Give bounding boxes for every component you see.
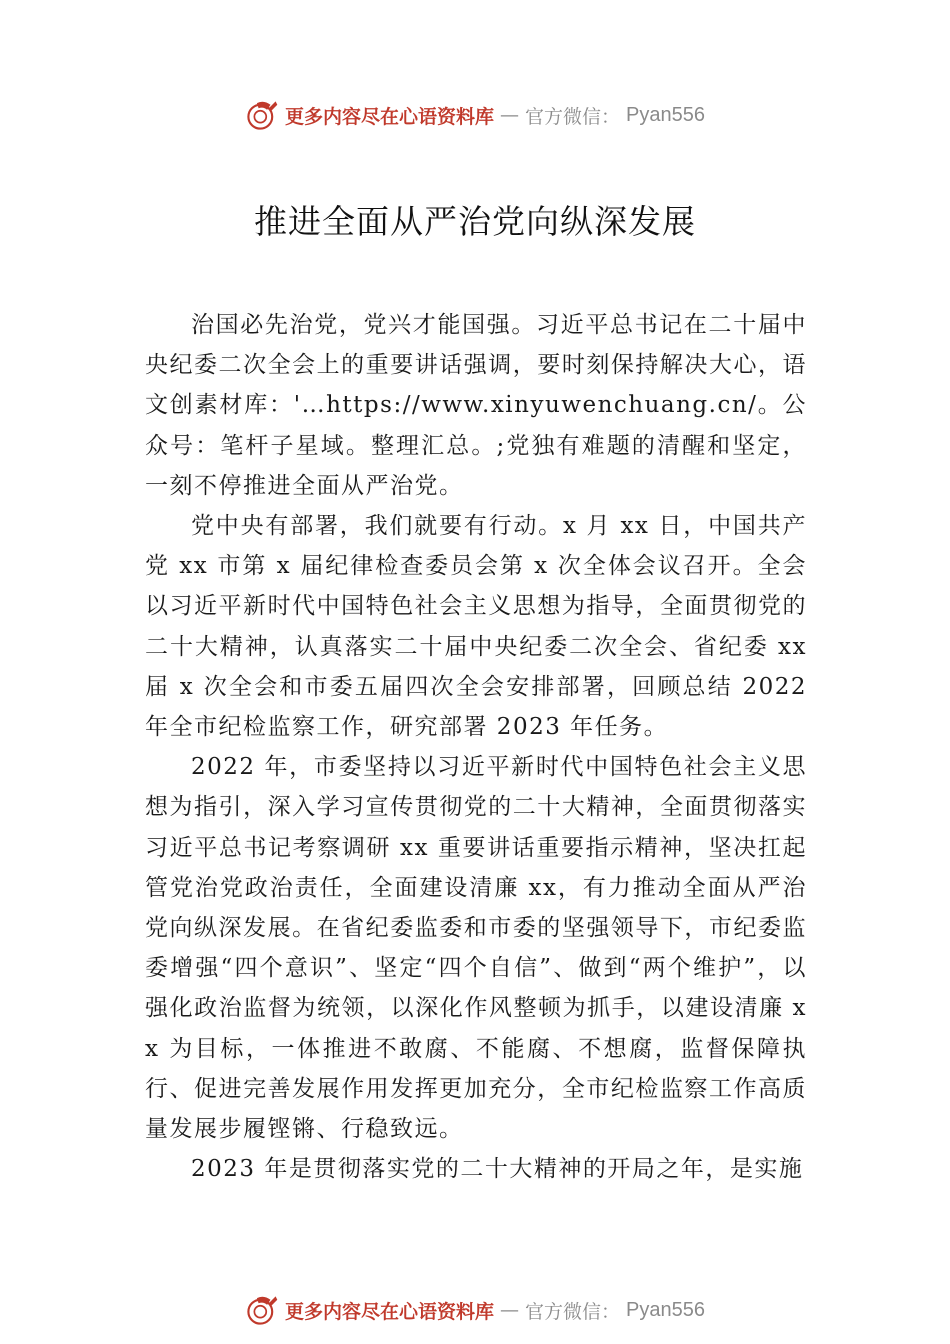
banner-contact-label: 官方微信： — [525, 105, 621, 128]
paragraph: 2023 年是贯彻落实党的二十大精神的开局之年，是实施 — [191, 1156, 804, 1183]
banner-brand-text: 更多内容尽在心语资料库 — [285, 1300, 495, 1323]
document-title: 推进全面从严治党向纵深发展 — [254, 202, 696, 241]
banner-brand-text: 更多内容尽在心语资料库 — [285, 105, 495, 128]
banner-separator: — — [500, 104, 520, 126]
banner-contact-id: Pyan556 — [626, 1298, 705, 1321]
paragraph: 2022 年，市委坚持以习近平新时代中国特色社会主义思想为指引，深入学习宣传贯彻党的二十大精神，全面贯彻落实习近平总书记考察调研 xx 重要讲话重要指示精神，坚决扛起管党治党政治责任，全面建设清廉 xx，有力推动全面从严治党向纵深发展。在省纪委监委和市委的坚强领导下，市纪委监委增强“四个意识”、坚定“四个自信”、做到“两个维护”，以强化政治监督为统领，以深化作风整顿为抓手，以建设清廉 xx 为目标，一体推进不敢腐、不能腐、不想腐，监督保障执行、促进完善发展作用发挥更加充分，全市纪检监察工作高质量发展步履铿锵、行稳致远。 — [145, 754, 807, 1143]
paragraph: 治国必先治党，党兴才能国强。习近平总书记在二十届中央纪委二次全会上的重要讲话强调，要时刻保持解决大心，语文创素材库：'…https://www.xinyuwenchuang.cn/。公众号：笔杆子星域。整理汇总。;党独有难题的清醒和坚定，一刻不停推进全面从严治党。 — [145, 312, 807, 499]
brand-logo-icon — [245, 1293, 279, 1327]
header-banner — [0, 95, 950, 135]
footer-banner — [0, 1290, 950, 1330]
banner-contact-label: 官方微信： — [525, 1300, 621, 1323]
brand-logo-icon — [245, 98, 279, 132]
document-body — [145, 305, 807, 1189]
paragraph: 党中央有部署，我们就要有行动。x 月 xx 日，中国共产党 xx 市第 x 届纪律检查委员会第 x 次全体会议召开。全会以习近平新时代中国特色社会主义思想为指导，全面贯彻党的二十大精神，认真落实二十届中央纪委二次全会、省纪委 xx 届 x 次全会和市委五届四次全会安排部署，回顾总结 2022 年全市纪检监察工作，研究部署 2023 年任务。 — [145, 513, 807, 741]
banner-separator: — — [500, 1299, 520, 1321]
banner-contact-id: Pyan556 — [626, 103, 705, 126]
